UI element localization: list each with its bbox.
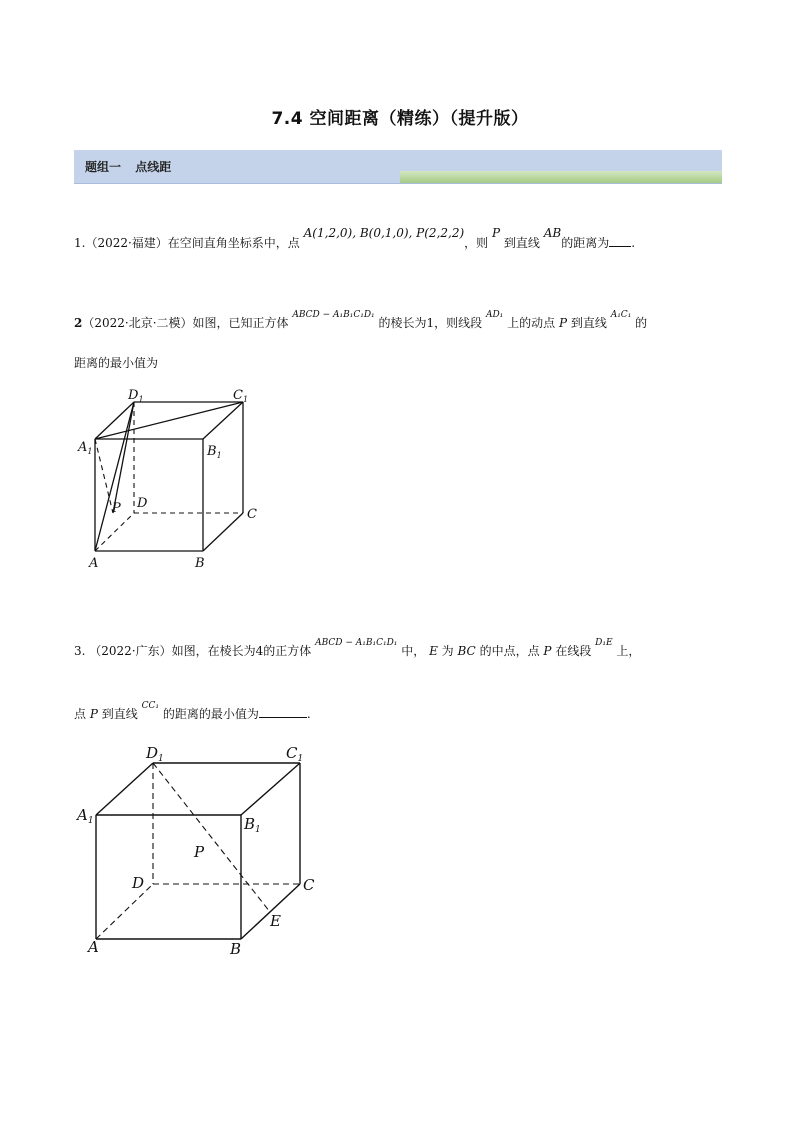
q2-cube: ABCD − A₁B₁C₁D₁ xyxy=(292,310,375,320)
label-c: C xyxy=(247,507,257,522)
label-b: B xyxy=(230,940,242,958)
label-c1: $C_1$ xyxy=(233,388,249,404)
group-topic: 点线距 xyxy=(135,160,172,174)
segment-a-d1 xyxy=(95,402,134,551)
q1-mid1: ，则 xyxy=(464,236,489,250)
q3-line2-suffix: 的距离的最小值为 xyxy=(162,707,259,721)
label-d1: $D_1$ xyxy=(146,744,164,764)
section-label xyxy=(85,158,171,175)
q3-var-e: E xyxy=(429,644,438,658)
label-a: A xyxy=(89,556,99,571)
edge-c1-b1 xyxy=(241,763,300,815)
q3-mid5: 在线段 xyxy=(555,644,592,658)
diagonal-a1-c1 xyxy=(95,402,243,439)
q2-number: 2 xyxy=(74,316,83,330)
q1-mid2: 到直线 xyxy=(503,236,540,250)
label-a1: $A_1$ xyxy=(77,806,94,826)
q3-var-p: P xyxy=(543,644,552,658)
q2-mid3: 到直线 xyxy=(570,316,607,330)
q2-cube-figure xyxy=(70,385,270,575)
hidden-edge-a-d xyxy=(95,513,134,551)
q2-end: 的 xyxy=(635,316,648,330)
q3-line2-prefix: 点 xyxy=(74,707,87,721)
q2-line-2: 距离的最小值为 xyxy=(74,356,159,370)
q3-cube-figure xyxy=(70,740,340,965)
hidden-segment-a1-p xyxy=(95,439,113,513)
edge-a1-d1 xyxy=(96,763,153,815)
q3-end: 上， xyxy=(616,644,641,658)
label-b1: $B_1$ xyxy=(244,815,261,835)
label-d: D xyxy=(137,496,148,511)
q3-line-2 xyxy=(74,701,311,723)
q2-var-p: P xyxy=(558,316,568,330)
label-b1: $B_1$ xyxy=(207,444,222,460)
label-c: C xyxy=(303,876,315,894)
label-a: A xyxy=(88,938,99,956)
q3-mid4: 的中点，点 xyxy=(479,644,540,658)
hidden-edge-a-d xyxy=(96,884,153,939)
q3-segment: D₁E xyxy=(595,638,613,648)
q3-mid1: 的正方体 xyxy=(263,644,312,658)
label-b: B xyxy=(195,556,205,571)
q3-mid2: 中， xyxy=(401,644,426,658)
q3-cube: ABCD − A₁B₁C₁D₁ xyxy=(315,638,398,648)
q3-answer-blank xyxy=(259,706,307,718)
q3-edge: 4 xyxy=(255,644,264,658)
question-3 xyxy=(74,638,641,660)
q2-segment: AD₁ xyxy=(485,310,504,320)
q1-var-ab: AB xyxy=(543,226,562,240)
question-1 xyxy=(74,226,636,250)
label-e: E xyxy=(270,912,281,930)
banner-accent-stripe xyxy=(400,171,722,183)
page-title: 7.4 空间距离（精练）（提升版） xyxy=(271,109,529,129)
label-c1: $C_1$ xyxy=(286,744,304,764)
q3-line2-cc1: CC₁ xyxy=(141,701,159,711)
q3-line2-mid: 到直线 xyxy=(101,707,138,721)
group-label: 题组一 xyxy=(85,160,122,174)
q2-mid1: 的棱长为1，则线段 xyxy=(378,316,483,330)
q3-line2-end: . xyxy=(306,707,311,721)
q3-mid3: 为 xyxy=(441,644,454,658)
q2-line: A₁C₁ xyxy=(610,310,632,320)
question-2 xyxy=(74,310,648,332)
label-p: P xyxy=(112,501,121,516)
segment-d1-e xyxy=(153,763,270,912)
q1-points: A(1,2,0), B(0,1,0), P(2,2,2) xyxy=(303,226,465,240)
q1-answer-blank xyxy=(609,235,631,247)
q1-var-p: P xyxy=(492,226,501,240)
label-p: P xyxy=(194,843,205,861)
label-d: D xyxy=(132,874,145,892)
q1-end: . xyxy=(631,236,636,250)
edge-c-b xyxy=(203,513,243,551)
q2-mid2: 上的动点 xyxy=(507,316,556,330)
q1-prefix: 1.（2022·福建）在空间直角坐标系中，点 xyxy=(74,236,300,250)
section-banner xyxy=(74,150,722,184)
q3-line2-p: P xyxy=(89,707,98,721)
q3-prefix: 3. （2022·广东）如图，在棱长为 xyxy=(74,644,256,658)
q1-suffix: 的距离为 xyxy=(561,236,610,250)
label-d1: $D_1$ xyxy=(128,388,144,404)
q2-prefix: （2022·北京·二模）如图，已知正方体 xyxy=(82,316,289,330)
label-a1: $A_1$ xyxy=(78,440,93,456)
q3-bc: BC xyxy=(457,644,476,658)
